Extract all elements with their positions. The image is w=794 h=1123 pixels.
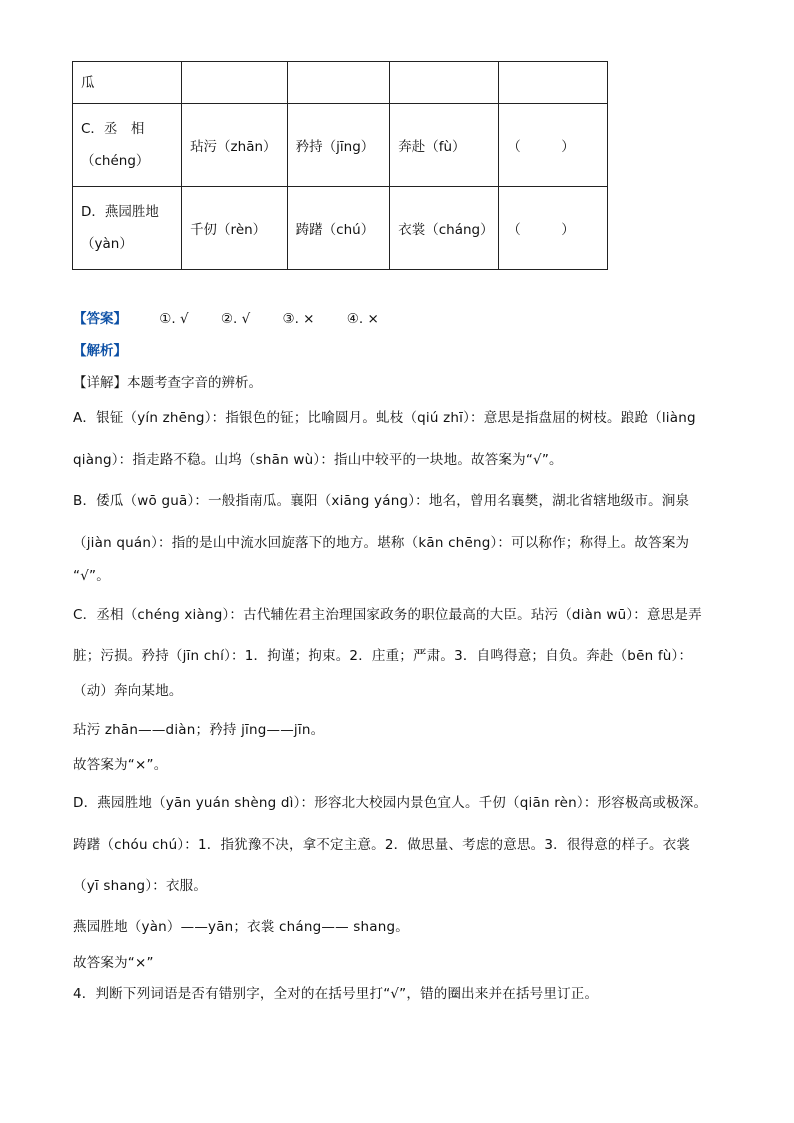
detail-line (73, 374, 262, 392)
table-cell (390, 62, 499, 104)
paragraph-line: A．银钲（yín zhēng）：指银色的钲；比喻圆月。虬枝（qiú zhī）：意思是指盘屈的树枝。踉跄（liàng (73, 410, 696, 426)
paragraph-line: 踌躇（chóu chú）：1．指犹豫不决，拿不定主意。2．做思量、考虑的意思。3．很得意的样子。衣裳 (73, 837, 691, 853)
table-cell: 玷污（zhān） (182, 104, 288, 187)
table-cell: 衣裳（cháng） (390, 187, 499, 270)
table-cell (499, 62, 608, 104)
paragraph-line: C．丞相（chéng xiàng）：古代辅佐君主治理国家政务的职位最高的大臣。玷污（diàn wū）：意思是弄 (73, 607, 702, 623)
question-4-line: 4．判断下列词语是否有错别字，全对的在括号里打“√”，错的圈出来并在括号里订正。 (73, 986, 599, 1002)
table-cell (182, 62, 288, 104)
table-row (73, 104, 608, 187)
paragraph-line: 燕园胜地（yàn）——yān；衣裳 cháng—— shang。 (73, 919, 409, 935)
pinyin-table (72, 61, 608, 270)
row-label: D．燕园胜地 （yàn） (73, 187, 182, 270)
table-cell: 奔赴（fù） (390, 104, 499, 187)
answer-item: ④. × (346, 311, 379, 327)
row-label: C．丞 相 （chéng） (73, 104, 182, 187)
table-row (73, 62, 608, 104)
paragraph-line: “√”。 (73, 568, 110, 584)
paragraph-line: 故答案为“×” (73, 955, 154, 971)
table-cell: 千仞（rèn） (182, 187, 288, 270)
detail-text: 本题考查字音的辨析。 (127, 375, 262, 391)
detail-tag: 【详解】 (73, 375, 127, 391)
paragraph-line: B．倭瓜（wō guā）：一般指南瓜。襄阳（xiāng yáng）：地名，曾用名襄樊，湖北省辖地级市。涧泉 (73, 493, 690, 509)
answer-blank[interactable]: （ ） (499, 187, 608, 270)
row-label: 瓜 (73, 62, 182, 104)
answer-tag: 【答案】 (73, 311, 127, 327)
table-cell: 矜持（jīng） (287, 104, 390, 187)
paragraph-line: （动）奔向某地。 (73, 683, 183, 699)
paragraph-line: 玷污 zhān——diàn；矜持 jīng——jīn。 (73, 722, 325, 738)
answer-line (73, 310, 379, 328)
analysis-heading: 【解析】 (73, 343, 127, 359)
table-row (73, 187, 608, 270)
paragraph-line: 故答案为“×”。 (73, 757, 168, 773)
answer-item: ②. √ (220, 311, 251, 327)
paragraph-line: （jiàn quán）：指的是山中流水回旋落下的地方。堪称（kān chēng）：可以称作；称得上。故答案为 (73, 535, 690, 551)
answer-item: ③. × (282, 311, 315, 327)
paragraph-line: D．燕园胜地（yān yuán shèng dì）：形容北大校园内景色宜人。千仞（qiān rèn）：形容极高或极深。 (73, 795, 708, 811)
table-cell (287, 62, 390, 104)
paragraph-line: qiàng）：指走路不稳。山坞（shān wù）：指山中较平的一块地。故答案为“√”。 (73, 452, 563, 468)
answer-blank[interactable]: （ ） (499, 104, 608, 187)
answer-item: ①. √ (159, 311, 189, 327)
paragraph-line: （yī shang）：衣服。 (73, 878, 208, 894)
table-cell: 踌躇（chú） (287, 187, 390, 270)
paragraph-line: 脏；污损。矜持（jīn chí）：1．拘谨；拘束。2．庄重；严肃。3．自鸣得意；自负。奔赴（bēn fù）： (73, 648, 693, 664)
